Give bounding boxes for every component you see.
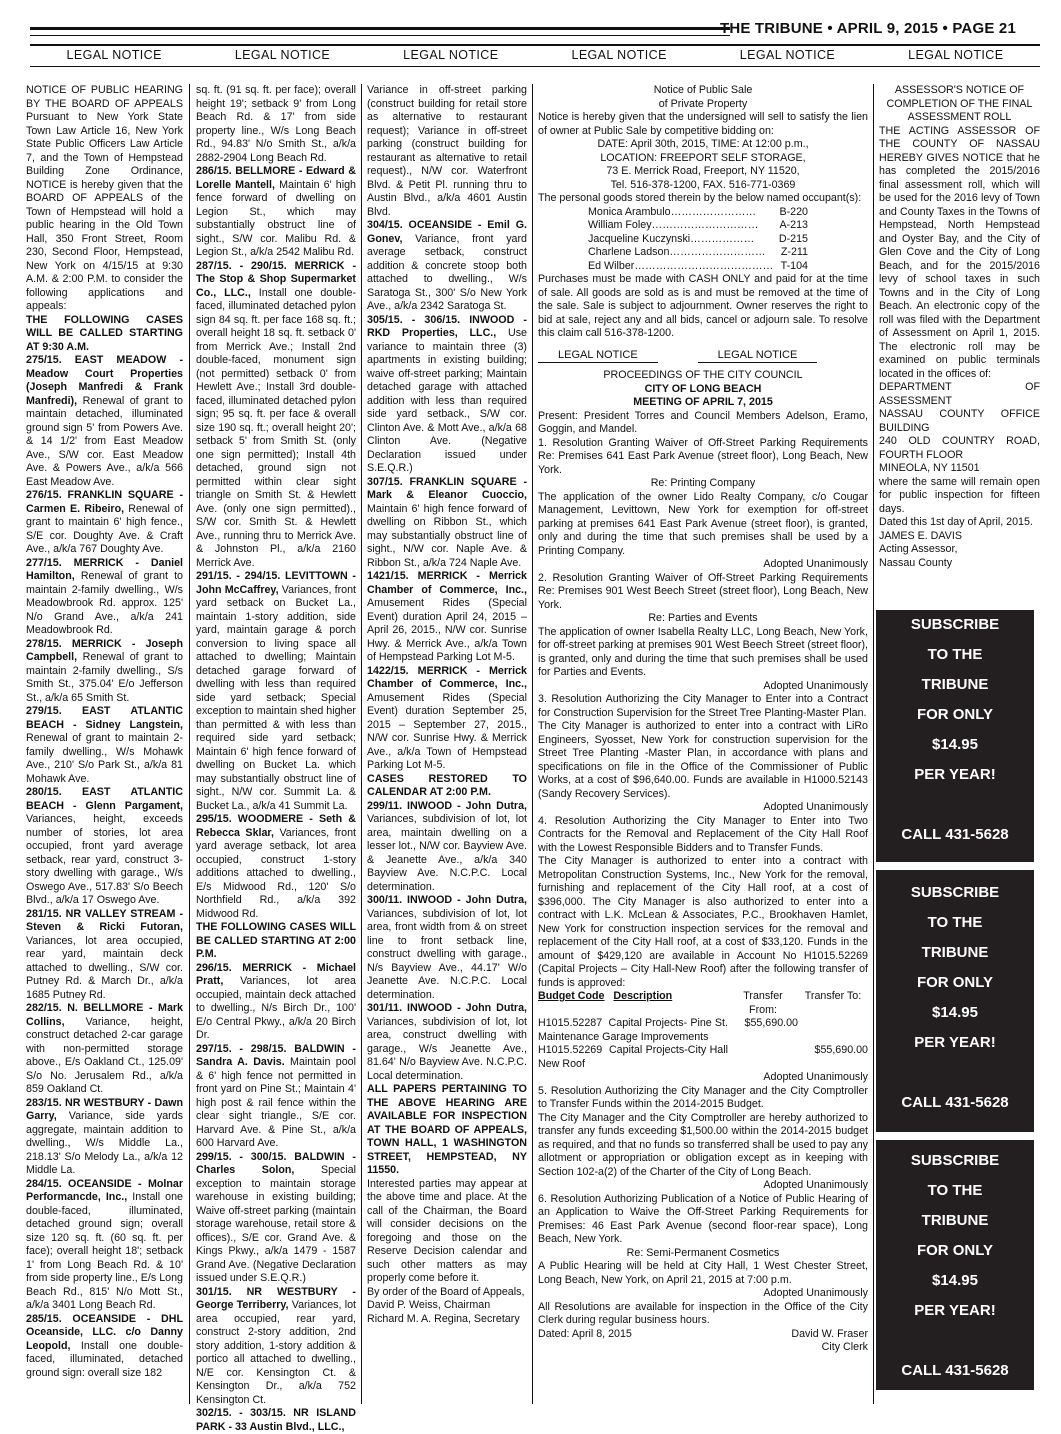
case-entry: 286/15. BELLMORE - Edward & Lorelle Mantell, Maintain 6' high fence forward of dwelling on Legion St., which may substantially obstruct line of sight., S/W cor. Malibu Rd. & Legion St., a/k/a 2542 Malibu Rd. <box>196 165 356 260</box>
table-cell: $55,690.00 <box>728 1017 798 1044</box>
ad-phone: CALL 431-5628 <box>876 1088 1034 1118</box>
legal-notice-label: LEGAL NOTICE <box>703 48 871 66</box>
case-list <box>26 354 183 1380</box>
sale-goods-text: The personal goods stored therein by the below named occupant(s): <box>538 192 868 206</box>
legal-notice-sublabels <box>538 349 868 364</box>
sale-address: 73 E. Merrick Road, Freeport, NY 11520, <box>538 165 868 179</box>
clerk-title: City Clerk <box>538 1341 868 1355</box>
assessor-dated: Dated this 1st day of April, 2015. <box>879 516 1040 530</box>
case-entry: 300/11. INWOOD - John Dutra, Variances, subdivision of lot, lot area, front width from & on street line to front setback line, construct dwelling with garage., N/s Bayview Ave., 44.17' W/o Jeanette Ave. N.C.P.C. Local determination. <box>367 894 527 1002</box>
sale-phone: Tel. 516-378-1200, FAX. 516-771-0369 <box>538 179 868 193</box>
sale-location: LOCATION: FREEPORT SELF STORAGE, <box>538 152 868 166</box>
case-entry: 287/15. - 290/15. MERRICK - The Stop & Shop Supermarket Co., LLC., Install one double-faced, illuminated detached pylon sign 84 sq. ft. per face 168 sq. ft.; overall height 18 sq. ft. setback 0' from Merrick Ave.; Install 2nd double-faced, monument sign (not permitted) setback 0' from Hewlett Ave.; Install 3rd double-faced, illuminated detached pylon sign; 95 sq. ft. per face & overall size 190 sq. ft.; overall height 20'; setback 5' from Smith St. (only one sign permitted); Install 4th detached, ground sign not permitted within clear sight triangle on Smith St. & Hewlett Ave. (only one sign permitted)., S/W cor. Smith St. & Hewlett Ave., running thru to Merrick Ave. & Johnston Pl., a/k/a 2160 Merrick Ave. <box>196 260 356 571</box>
resolution-5-body: The City Manager and the City Comptroller are hereby authorized to transfer any funds exceeding $1,500.00 within the 2014-2015 budget as required, and that no funds so transferred shall be used to pay any allotment or appropriation or obligation except as in keeping with Section 102-a(2) of the Charter of the City of Long Beach. <box>538 1112 868 1180</box>
header-divider <box>30 44 1040 46</box>
resolution-2: 2. Resolution Granting Waiver of Off-Street Parking Requirements Re: Premises 901 West Beech Street (street floor), Long Beach, New York. <box>538 572 868 613</box>
ad-phone: CALL 431-5628 <box>876 820 1034 850</box>
ad-line: SUBSCRIBE <box>876 1146 1034 1176</box>
resolution-4-body: The City Manager is authorized to enter into a contract with Metropolitan Construction Systems, Inc., New York for the removal, furnishing and replacement of the City Hall roof, at a cost of $396,000. The City Manager is also authorized to enter into a contract with L.K. McLean & Associates, P.C., Brookhaven Hamlet, New York for construction inspection services for the removal and replacement of the City Hall roof, at a cost of $33,120. Funds in the amount of $429,120 are available in Account No H1015.52269 (Capital Projects – City Hall-New Roof) after the following transfer of funds is approved: <box>538 855 868 990</box>
adopted-label: Adopted Unanimously <box>538 680 868 694</box>
closing-text: Interested parties may appear at the above time and place. At the call of the Chairman, the Board will consider decisions on the foregoing and those on the Reserve Decision calendar and such other matters as may properly come before it. <box>367 1178 527 1286</box>
ad-line: TRIBUNE <box>876 670 1034 700</box>
table-row <box>538 1017 868 1044</box>
transfer-table-rows <box>538 1017 868 1071</box>
legal-notice-label: LEGAL NOTICE <box>30 48 198 66</box>
page-header <box>0 0 1061 45</box>
case-list <box>367 800 527 1084</box>
transfer-table-header <box>538 990 868 1017</box>
case-entry: 277/15. MERRICK - Daniel Hamilton, Renewal of grant to maintain 2-family dwelling., W/s Meadowbrook Rd. approx. 125' N/o Grand Ave., a/k/a 241 Meadowbrook Rd. <box>26 557 183 638</box>
table-header-cell: Budget Code Description <box>538 990 728 1017</box>
section-heading: THE FOLLOWING CASES WILL BE CALLED STARTING AT 2:00 P.M. <box>196 921 356 962</box>
case-entry: 278/15. MERRICK - Joseph Campbell, Renewal of grant to maintain 2-family dwelling., S/s Smith St., 375.04' E/o Jefferson St., a/k/a 65 Smith St. <box>26 638 183 706</box>
header-rule <box>30 27 730 36</box>
resolution-2-re: Re: Parties and Events <box>538 612 868 626</box>
column-rule <box>532 84 533 1404</box>
clerk-signature <box>538 1328 868 1342</box>
ad-line: TO THE <box>876 1176 1034 1206</box>
occupant-name: Charlene Ladson……………………… <box>588 246 766 260</box>
legal-notice-labels <box>30 48 1040 66</box>
sale-terms: Purchases must be made with CASH ONLY and paid for at the time of sale. All goods are sold as is and must be removed at the time of the sale. Sale is subject to adjournment. Owner reserves the right to bid at sale, reject any and all bids, cancel or adjourn sale. To resolve this claim call 516-378-1200. <box>538 273 868 341</box>
case-entry: 1421/15. MERRICK - Merrick Chamber of Commerce, Inc., Amusement Rides (Special Event) duration April 24, 2015 – April 26, 2015., N/W cor. Sunrise Hwy. & Merrick Ave., a/k/a Town of Hempstead Parking Lot M-5. <box>367 570 527 665</box>
case-entry: 282/15. N. BELLMORE - Mark Collins, Variance, height, construct detached 2-car garage with non-permitted storage above., E/s Oakland Ct., 125.09' S/o No. Jerusalem Rd., a/k/a 859 Oakland Ct. <box>26 1002 183 1097</box>
occupant-row <box>538 233 868 247</box>
labels-divider <box>30 66 1040 67</box>
table-header-cell: Transfer From: <box>728 990 798 1017</box>
adopted-label: Adopted Unanimously <box>538 558 868 572</box>
sale-date: DATE: April 30th, 2015, TIME: At 12:00 p.m., <box>538 138 868 152</box>
ad-line: $14.95 <box>876 998 1034 1028</box>
continued-text: Variance in off-street parking (construct building for retail store as alternative to restaurant request); Variance in off-street parking (construct building for restaurant as alternative to retail request)., N/W cor. Waterfront Blvd. & Petit Pl. running thru to Austin Blvd., a/k/a 4601 Austin Blvd. <box>367 84 527 219</box>
ad-line: SUBSCRIBE <box>876 610 1034 640</box>
table-row <box>538 1044 868 1071</box>
continued-text: sq. ft. (91 sq. ft. per face); overall height 19'; setback 9' from Long Beach Rd. & 17' from side property line., W/s Long Beach Rd., 94.83' N/o Smith St., a/k/a 2882-2904 Long Beach Rd. <box>196 84 356 165</box>
table-header-cell: Transfer To: <box>798 990 868 1017</box>
resolution-1-body: The application of the owner Lido Realty Company, c/o Cougar Management, Levittown, New York for exemption for off-street parking at premises 641 East Park Avenue (street floor), is granted, only and during the time that such premises shall be used by a Printing Company. <box>538 491 868 559</box>
ad-line: TRIBUNE <box>876 1206 1034 1236</box>
page-title: THE TRIBUNE • APRIL 9, 2015 • PAGE 21 <box>720 20 1016 37</box>
case-entry: 295/15. WOODMERE - Seth & Rebecca Sklar, Variances, front yard average setback, lot area occupied, construct 1-story additions attached to dwelling., E/s Midwood Rd., 120' S/o Northfield Rd., a/k/a 392 Midwood Rd. <box>196 813 356 921</box>
table-cell <box>728 1044 798 1071</box>
case-entry: 297/15. - 298/15. BALDWIN - Sandra A. Davis. Maintain pool & 6' high fence not permitted in front yard on Pine St.; Maintain 4' high post & rail fence within the clear sight triangle., S/E cor. Harvard Ave. & Pine St., a/k/a 600 Harvard Ave. <box>196 1043 356 1151</box>
case-entry: 301/15. NR WESTBURY - George Terriberry, Variances, lot area occupied, rear yard, construct 2-story addition, 2nd story addition, 1-story addition & portico all attached to dwelling., N/E cor. Kensington Ct. & Kensington Dr., a/k/a 752 Kensington Ct. <box>196 1286 356 1408</box>
resolution-1-re: Re: Printing Company <box>538 477 868 491</box>
occupant-name: William Foley………………………… <box>588 219 758 233</box>
resolution-6-re: Re: Semi-Permanent Cosmetics <box>538 1247 868 1261</box>
resolution-5: 5. Resolution Authorizing the City Manager and the City Comptroller to Transfer Funds within the 2014-2015 Budget. <box>538 1085 868 1112</box>
sale-title: Notice of Public Sale <box>538 84 868 98</box>
table-cell: H1015.52287 Capital Projects- Pine St. Maintenance Garage Improvements <box>538 1017 728 1044</box>
assessor-dept: DEPARTMENT OF ASSESSMENT <box>879 381 1040 408</box>
table-cell: H1015.52269 Capital Projects-City Hall New Roof <box>538 1044 728 1071</box>
legal-notice-label: LEGAL NOTICE <box>698 349 818 364</box>
dated-line: Dated: April 8, 2015 <box>538 1328 632 1342</box>
column-assessor-notice <box>879 84 1040 604</box>
case-entry: 299/15. - 300/15. BALDWIN - Charles Solon, Special exception to maintain storage warehouse in existing building; Waive off-street parking (maintain storage warehouse, retail store & offices)., S/E cor. Grand Ave. & Kings Pkwy., a/k/a 1479 - 1587 Grand Ave. (Negative Declaration issued under S.E.Q.R.) <box>196 1151 356 1286</box>
ad-line: $14.95 <box>876 1266 1034 1296</box>
adopted-label: Adopted Unanimously <box>538 1179 868 1193</box>
subscribe-ad[interactable] <box>876 870 1034 1132</box>
section-heading: CASES RESTORED TO CALENDAR AT 2:00 P.M. <box>367 773 527 800</box>
case-entry: 291/15. - 294/15. LEVITTOWN - John McCaffrey, Variances, front yard setback on Bucket La., maintain 1-story addition, side yard, maintain garage & porch conversion to living space all attached to dwelling; Maintain detached garage forward of dwelling with less than required side yard setback; Special exception to maintain shed higher than permitted & with less than required side yard setback; Maintain 6' high fence forward of dwelling on Bucket La. which may substantially obstruct line of sight., N/W cor. Summit La. & Bucket La., a/k/a 41 Summit La. <box>196 570 356 813</box>
occupant-row <box>538 246 868 260</box>
resolution-4: 4. Resolution Authorizing the City Manager to Enter into Two Contracts for the Removal and Replacement of the City Hall Roof with the Lowest Responsible Bidders and to Transfer Funds. <box>538 815 868 856</box>
ad-line: TRIBUNE <box>876 938 1034 968</box>
assessor-building: NASSAU COUNTY OFFICE BUILDING <box>879 408 1040 435</box>
ad-line: FOR ONLY <box>876 700 1034 730</box>
adopted-label: Adopted Unanimously <box>538 801 868 815</box>
resolution-2-body: The application of owner Isabella Realty LLC, Long Beach, New York, for off-street parking at premises 901 West Beech Street (street floor), is granted, only and during the time that such premises shall be used for Parties and Events. <box>538 626 868 680</box>
present-members: Present: President Torres and Council Members Adelson, Eramo, Goggin, and Mandel. <box>538 410 868 437</box>
table-cell <box>798 1017 868 1044</box>
case-entry: 280/15. EAST ATLANTIC BEACH - Glenn Pargament, Variances, height, exceeds number of stories, lot area occupied, front yard average setback, rear yard, construct 3-story dwelling with garage., W/s Oswego Ave., 517.83' S/o Beech Blvd., a/k/a 17 Oswego Ave. <box>26 786 183 908</box>
occupant-row <box>538 206 868 220</box>
adopted-label: Adopted Unanimously <box>538 1071 868 1085</box>
assessor-county: Nassau County <box>879 557 1040 571</box>
legal-notice-label: LEGAL NOTICE <box>198 48 366 66</box>
ad-line: SUBSCRIBE <box>876 878 1034 908</box>
occupant-unit: T-104 <box>781 260 808 274</box>
case-entry: 281/15. NR VALLEY STREAM - Steven & Ricki Futoran, Variances, lot area occupied, rear yard, maintain deck attached to dwelling., S/W cor. Putney Rd. & March Dr., a/k/a 1685 Putney Rd. <box>26 908 183 1003</box>
sale-subtitle: of Private Property <box>538 98 868 112</box>
case-entry: 296/15. MERRICK - Michael Pratt, Variances, lot area occupied, maintain deck attached to dwelling., N/s Birch Dr., 100' E/o Central Pkwy., a/k/a 20 Birch Dr. <box>196 962 356 1043</box>
case-list <box>196 962 356 1434</box>
proceedings-city: CITY OF LONG BEACH <box>538 383 868 397</box>
occupant-list <box>538 206 868 274</box>
ad-line: PER YEAR! <box>876 1296 1034 1326</box>
adopted-label: Adopted Unanimously <box>538 1287 868 1301</box>
column-rule <box>189 84 190 1404</box>
resolution-3-body: The City Manager is authorized to enter into a contract with LiRo Engineers, Syosset, New York for construction supervision for the Street Tree Planting -Master Plan, in accordance with plans and specifications on file in the Office of the Commissioner of Public Works, at a cost of $96,640.00. Funds are available in H1000.52143 (Sandy Recovery Services). <box>538 720 868 801</box>
assessor-role: Acting Assessor, <box>879 543 1040 557</box>
ad-line: TO THE <box>876 908 1034 938</box>
occupant-name: Monica Arambulo…………………… <box>588 206 756 220</box>
case-entry: 301/11. INWOOD - John Dutra, Variances, subdivision of lot, lot area, construct dwelling with garage., W/s Jeanette Ave., 81.64' N/o Bayview Ave. N.C.P.C. Local determination. <box>367 1002 527 1083</box>
proceedings-title: PROCEEDINGS OF THE CITY COUNCIL <box>538 369 868 383</box>
proceedings-meeting: MEETING OF APRIL 7, 2015 <box>538 396 868 410</box>
ad-line: PER YEAR! <box>876 760 1034 790</box>
case-entry: 1422/15. MERRICK - Merrick Chamber of Commerce, Inc., Amusement Rides (Special Event) duration September 25, 2015 – September 27, 2015., N/W cor. Sunrise Hwy. & Merrick Ave., a/k/a Town of Hempstead Parking Lot M-5. <box>367 665 527 773</box>
case-list <box>196 165 356 921</box>
column-rule <box>361 84 362 1404</box>
case-entry: 305/15. - 306/15. INWOOD - RKD Properties, LLC., Use variance to maintain three (3) apartments in existing building; waive off-street parking; Maintain detached garage with attached addition with less than required side yard setback., S/W cor. Clinton Ave. & Mott Ave., a/k/a 68 Clinton Ave. (Negative Declaration issued under S.E.Q.R.) <box>367 314 527 476</box>
column-board-of-appeals-2 <box>196 84 356 1404</box>
assessor-name: JAMES E. DAVIS <box>879 530 1040 544</box>
case-entry: 276/15. FRANKLIN SQUARE - Carmen E. Ribeiro, Renewal of grant to maintain 6' high fence., S/E cor. Doughty Ave. & Craft Ave., a/k/a 767 Doughty Ave. <box>26 489 183 557</box>
resolution-6: 6. Resolution Authorizing Publication of a Notice of Public Hearing of an Application to Waive the Off-Street Parking Requirements for Premises: 46 East Park Avenue (second floor-rear space), Long Beach, New York. <box>538 1193 868 1247</box>
case-entry: 284/15. OCEANSIDE - Molnar Performancde, Inc., Install one double-faced, illuminated, detached ground sign; overall size 120 sq. ft. (60 sq. ft. per face); overall height 18'; setback 1' from Long Beach Rd. & 10' from side property line., E/s Long Beach Rd., 815' N/o Mott St., a/k/a 3401 Long Beach Rd. <box>26 1178 183 1313</box>
table-cell: $55,690.00 <box>798 1044 868 1071</box>
assessor-title: ASSESSOR'S NOTICE OF COMPLETION OF THE FINAL ASSESSMENT ROLL <box>879 84 1040 125</box>
legal-notice-label: LEGAL NOTICE <box>367 48 535 66</box>
occupant-unit: D-215 <box>779 233 808 247</box>
signature-line: David P. Weiss, Chairman <box>367 1299 527 1313</box>
signature-line: Richard M. A. Regina, Secretary <box>367 1313 527 1327</box>
ad-line: FOR ONLY <box>876 968 1034 998</box>
case-entry: 302/15. - 303/15. NR ISLAND PARK - 33 Austin Blvd., LLC., <box>196 1407 356 1434</box>
occupant-row <box>538 260 868 274</box>
ad-line: PER YEAR! <box>876 1028 1034 1058</box>
legal-notice-label: LEGAL NOTICE <box>872 48 1040 66</box>
ad-line: FOR ONLY <box>876 1236 1034 1266</box>
occupant-unit: Z-211 <box>781 246 808 260</box>
legal-notice-label: LEGAL NOTICE <box>535 48 703 66</box>
resolution-1: 1. Resolution Granting Waiver of Off-Street Parking Requirements Re: Premises 641 East Park Avenue (street floor), Long Beach, New York. <box>538 437 868 478</box>
assessor-city: MINEOLA, NY 11501 <box>879 462 1040 476</box>
subscribe-ad[interactable] <box>876 1140 1034 1390</box>
ad-line: $14.95 <box>876 730 1034 760</box>
ad-phone: CALL 431-5628 <box>876 1356 1034 1386</box>
case-entry: 307/15. FRANKLIN SQUARE - Mark & Eleanor Cuoccio, Maintain 6' high fence forward of dwelling on Ribbon St., which may substantially obstruct line of sight., N/W cor. Naple Ave. & Ribbon St., a/k/a 724 Naple Ave. <box>367 476 527 571</box>
column-rule <box>873 84 874 1404</box>
subscribe-ad[interactable] <box>876 610 1034 862</box>
ad-line: TO THE <box>876 640 1034 670</box>
case-entry: 275/15. EAST MEADOW - Meadow Court Properties (Joseph Manfredi & Frank Manfredi), Renewal of grant to maintain detached, illuminated ground sign 5' from Powers Ave. & 14 1/2' from East Meadow Ave., S/W cor. East Meadow Ave. & Powers Ave., a/k/a 566 East Meadow Ave. <box>26 354 183 489</box>
column-board-of-appeals-1 <box>26 84 183 1404</box>
resolution-3: 3. Resolution Authorizing the City Manager to Enter into a Contract for Construction Supervision for the Street Tree Planting-Master Plan. <box>538 693 868 720</box>
occupant-unit: B-220 <box>779 206 808 220</box>
signature-line: By order of the Board of Appeals, <box>367 1286 527 1300</box>
resolution-6-body: A Public Hearing will be held at City Hall, 1 West Chester Street, Long Beach, New York, on April 21, 2015 at 7:00 p.m. <box>538 1260 868 1287</box>
occupant-name: Jacqueline Kuczynski……………… <box>588 233 754 247</box>
occupant-unit: A-213 <box>779 219 808 233</box>
case-entry: 285/15. OCEANSIDE - DHL Oceanside, LLC. c/o Danny Leopold, Install one double-faced, illuminated, detached ground sign: overall size 182 <box>26 1313 183 1381</box>
case-entry: 304/15. OCEANSIDE - Emil G. Gonev, Variance, front yard average setback, construct addition & concrete stoop both attached to dwelling., W/s Saratoga St., 300' S/o New York Ave., a/k/a 2342 Saratoga St. <box>367 219 527 314</box>
occupant-name: Ed Wilber………………………………… <box>588 260 773 274</box>
assessor-open: where the same will remain open for public inspection for fifteen days. <box>879 476 1040 517</box>
case-entry: 279/15. EAST ATLANTIC BEACH - Sidney Langstein, Renewal of grant to maintain 2-family dwelling., W/s Mohawk Ave., 210' S/o Park St., a/k/a 81 Mohawk Ave. <box>26 705 183 786</box>
section-heading: THE FOLLOWING CASES WILL BE CALLED STARTING AT 9:30 A.M. <box>26 314 183 355</box>
final-note: All Resolutions are available for inspection in the Office of the City Clerk during regular business hours. <box>538 1301 868 1328</box>
clerk-name: David W. Fraser <box>791 1328 868 1342</box>
case-entry: 299/11. INWOOD - John Dutra, Variances, subdivision of lot, lot area, maintain dwelling on a lesser lot., N/W cor. Bayview Ave. & Jeanette Ave., a/k/a 340 Bayview Ave. N.C.P.C. Local determination. <box>367 800 527 895</box>
occupant-row <box>538 219 868 233</box>
legal-notice-label: LEGAL NOTICE <box>538 349 658 364</box>
assessor-address: 240 OLD COUNTRY ROAD, FOURTH FLOOR <box>879 435 1040 462</box>
column-board-of-appeals-3 <box>367 84 527 1404</box>
column-public-sale-and-council <box>538 84 868 1404</box>
case-list <box>367 219 527 773</box>
hearing-intro: NOTICE OF PUBLIC HEARING BY THE BOARD OF APPEALS Pursuant to New York State Town Law Article 16, New York State Public Officers Law Article 7, and the Town of Hempstead Building Zone Ordinance, NOTICE is hereby given that the BOARD OF APPEALS of the Town of Hempstead will hold a public hearing in the Old Town Hall, 350 Front Street, Room 230, Second Floor, Hempstead, New York on 4/15/15 at 9:30 A.M. & 2:00 P.M. to consider the following applications and appeals: <box>26 84 183 314</box>
assessor-body: THE ACTING ASSESSOR OF THE COUNTY OF NASSAU HEREBY GIVES NOTICE that he has completed the 2015/2016 final assessment roll, which will be used for the 2016 levy of Town and County Taxes in the Towns of Hempstead, North Hempstead and Oyster Bay, and the City of Glen Cove and the City of Long Beach, and for the 2015/2016 levy of school taxes in such Towns and in the City of Long Beach. An electronic copy of the roll was filed with the Department of Assessment on April 1, 2015. The electronic roll may be examined on public terminals located in the offices of: <box>879 125 1040 382</box>
case-entry: 283/15. NR WESTBURY - Dawn Garry, Variance, side yards aggregate, maintain addition to dwelling., W/s Middle La., 218.13' S/o Melody La., a/k/a 12 Middle La. <box>26 1097 183 1178</box>
sale-intro: Notice is hereby given that the undersigned will sell to satisfy the lien of owner at Public Sale by competitive bidding on: <box>538 111 868 138</box>
papers-notice: ALL PAPERS PERTAINING TO THE ABOVE HEARING ARE AVAILABLE FOR INSPECTION AT THE BOARD OF APPEALS, TOWN HALL, 1 WASHINGTON STREET, HEMPSTEAD, NY 11550. <box>367 1083 527 1178</box>
